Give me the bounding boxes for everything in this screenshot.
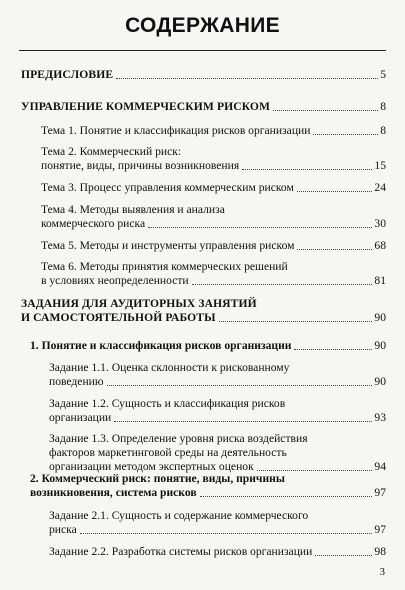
toc-entry-text: ПРЕДИСЛОВИЕ bbox=[21, 68, 114, 81]
toc-entry[interactable] bbox=[21, 100, 386, 114]
toc-entry-text: УПРАВЛЕНИЕ КОММЕРЧЕСКИМ РИСКОМ bbox=[21, 100, 271, 113]
toc-entry-text: организации методом экспертных оценок bbox=[49, 460, 254, 473]
toc-leader-dots bbox=[257, 470, 373, 471]
toc-entry-text: Задание 2.1. Сущность и содержание коммерческого bbox=[49, 509, 309, 522]
toc-entry-text: коммерческого риска bbox=[41, 217, 146, 230]
toc-entry[interactable] bbox=[49, 397, 386, 425]
toc-entry[interactable] bbox=[21, 68, 386, 82]
toc-leader-dots bbox=[294, 349, 372, 350]
toc-entry-text: понятие, виды, причины возникновения bbox=[41, 159, 240, 172]
toc-leader-dots bbox=[80, 533, 373, 534]
toc-page-number: 90 bbox=[374, 375, 386, 388]
toc-leader-dots bbox=[114, 421, 372, 422]
toc-entry-text: Тема 5. Методы и инструменты управления риском bbox=[41, 239, 295, 252]
toc-entry[interactable] bbox=[21, 297, 386, 325]
toc-entry[interactable] bbox=[41, 145, 386, 173]
toc-leader-dots bbox=[219, 321, 373, 322]
toc-page-number: 81 bbox=[374, 274, 386, 287]
toc-entry-text: Тема 4. Методы выявления и анализа bbox=[41, 203, 225, 216]
toc-entry-text: 2. Коммерческий риск: понятие, виды, причины bbox=[30, 472, 285, 485]
toc-leader-dots bbox=[148, 227, 372, 228]
toc-entry-text: риска bbox=[49, 523, 77, 536]
toc-entry-text: Задание 2.2. Разработка системы рисков организации bbox=[49, 545, 313, 558]
toc-page-number: 15 bbox=[374, 159, 386, 172]
toc-leader-dots bbox=[297, 191, 373, 192]
toc-entry[interactable] bbox=[49, 432, 386, 474]
toc-entry-text: в условиях неопределенности bbox=[41, 274, 189, 287]
toc-entry-text: Задание 1.2. Сущность и классификация рисков bbox=[49, 397, 286, 410]
toc-leader-dots bbox=[273, 110, 378, 111]
toc-page-number: 30 bbox=[374, 217, 386, 230]
toc-page-number: 93 bbox=[374, 411, 386, 424]
toc-entry[interactable] bbox=[41, 239, 386, 253]
toc-leader-dots bbox=[242, 169, 372, 170]
toc-leader-dots bbox=[297, 249, 372, 250]
toc-entry-text: 1. Понятие и классификация рисков организации bbox=[30, 339, 292, 352]
toc-leader-dots bbox=[107, 385, 373, 386]
toc-leader-dots bbox=[200, 496, 373, 497]
toc-entry-text: Тема 3. Процесс управления коммерческим риском bbox=[41, 181, 294, 194]
page-number: 3 bbox=[379, 566, 385, 578]
toc-entry[interactable] bbox=[49, 509, 386, 537]
toc-page-number: 90 bbox=[374, 339, 386, 352]
toc-entry[interactable] bbox=[41, 260, 386, 288]
toc-page-number: 97 bbox=[374, 523, 386, 536]
toc-entry-text: факторов маркетинговой среды на деятельность bbox=[49, 446, 287, 459]
toc-entry-text: возникновения, система рисков bbox=[30, 486, 197, 499]
toc-page-number: 68 bbox=[374, 239, 386, 252]
toc-entry-text: организации bbox=[49, 411, 112, 424]
toc-entry[interactable] bbox=[41, 203, 386, 231]
toc-entry-text: Тема 2. Коммерческий риск: bbox=[41, 145, 182, 158]
page-title: СОДЕРЖАНИЕ bbox=[125, 14, 280, 37]
toc-page-number: 94 bbox=[374, 460, 386, 473]
toc-page-number: 24 bbox=[374, 181, 386, 194]
toc-page-number: 98 bbox=[374, 545, 386, 558]
toc-leader-dots bbox=[192, 284, 373, 285]
toc-entry-text: Тема 6. Методы принятия коммерческих решений bbox=[41, 260, 288, 273]
toc-entry[interactable] bbox=[30, 339, 386, 353]
toc-entry-text: Задание 1.3. Определение уровня риска воздействия bbox=[49, 432, 308, 445]
toc-entry-text: Тема 1. Понятие и классификация рисков организации bbox=[41, 124, 311, 137]
toc-entry-text: ЗАДАНИЯ ДЛЯ АУДИТОРНЫХ ЗАНЯТИЙ bbox=[21, 297, 257, 310]
toc-entry-text: поведению bbox=[49, 375, 104, 388]
toc-page-number: 8 bbox=[380, 124, 386, 137]
toc-entry[interactable] bbox=[41, 181, 386, 195]
toc-page-number: 90 bbox=[374, 311, 386, 324]
toc-page-number: 8 bbox=[380, 100, 386, 113]
toc-leader-dots bbox=[116, 78, 378, 79]
toc-entry-text: И САМОСТОЯТЕЛЬНОЙ РАБОТЫ bbox=[21, 311, 216, 324]
toc-entry-text: Задание 1.1. Оценка склонности к рискованному bbox=[49, 361, 290, 374]
toc-page-number: 5 bbox=[380, 68, 386, 81]
toc-leader-dots bbox=[315, 555, 372, 556]
toc-entry[interactable] bbox=[30, 472, 386, 500]
toc-page-number: 97 bbox=[374, 486, 386, 499]
toc-entry[interactable] bbox=[41, 124, 386, 138]
toc-entry[interactable] bbox=[49, 545, 386, 559]
toc-entry[interactable] bbox=[49, 361, 386, 389]
toc-leader-dots bbox=[313, 134, 378, 135]
